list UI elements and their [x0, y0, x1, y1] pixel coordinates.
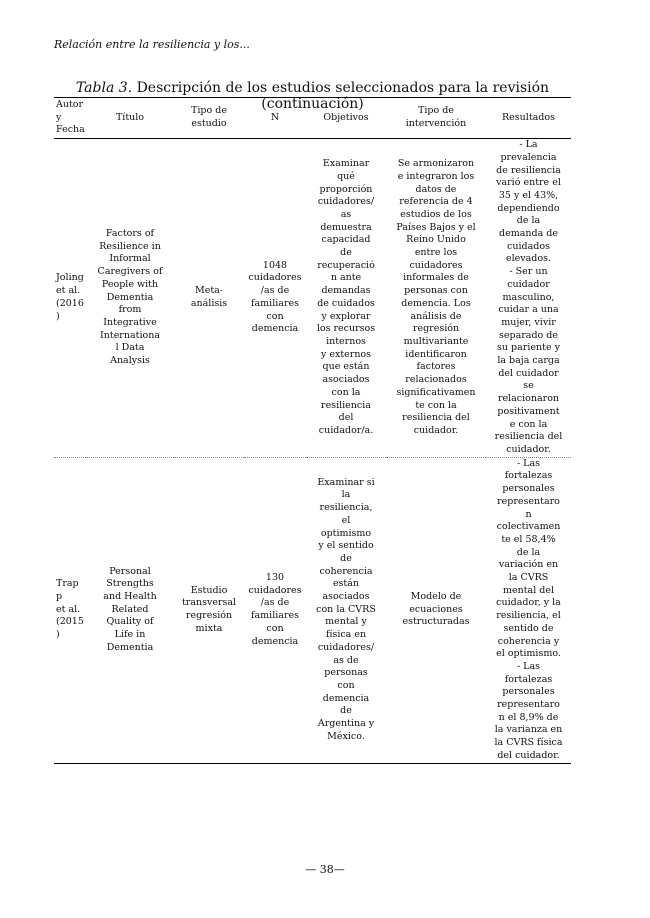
header-autor: Autor y Fecha: [54, 98, 86, 139]
cell-n: 1048 cuidadores /as de familiares con demencia: [244, 139, 306, 458]
cell-autor: Joling et al. (2016): [54, 139, 86, 458]
cell-titulo: Personal Strengths and Health Related Quality of Life in Dementia: [86, 457, 174, 763]
header-tipo-estudio: Tipo de estudio: [174, 98, 244, 139]
table-row: [54, 139, 571, 458]
cell-tipo-intervencion: Modelo de ecuaciones estructuradas: [386, 457, 486, 763]
cell-titulo: Factors of Resilience in Informal Caregivers of People with Dementia from Integrative Internationa l Data Analysis: [86, 139, 174, 458]
header-resultados: Resultados: [486, 98, 571, 139]
studies-table: [54, 97, 571, 764]
header-n: N: [244, 98, 306, 139]
cell-autor: Trapp et al. (2015): [54, 457, 86, 763]
table-row: [54, 457, 571, 763]
running-header: Relación entre la resiliencia y los...: [54, 38, 250, 51]
cell-resultados: - Las fortalezas personales representaro n colectivamen te el 58,4% de la variación en la CVRS mental del cuidador, y la resiliencia, el sentido de coherencia y el optimismo. - Las fortalezas personales representaro n el 8,9% de la varianza en la CVRS física del cuidador.: [486, 457, 571, 763]
table-header-row: [54, 98, 571, 139]
cell-tipo-intervencion: Se armonizaron e integraron los datos de referencia de 4 estudios de los Países Bajos y el Reino Unido entre los cuidadores informales de personas con demencia. Los análisis de regresión multivariante identificaron factores relacionados significativamen te con la resiliencia del cuidador.: [386, 139, 486, 458]
cell-objetivos: Examinar si la resiliencia, el optimismo y el sentido de coherencia están asociados con la CVRS mental y física en cuidadores/ as de personas con demencia de Argentina y México.: [306, 457, 386, 763]
header-objetivos: Objetivos: [306, 98, 386, 139]
cell-resultados: - La prevalencia de resiliencia varió entre el 35 y el 43%, dependiendo de la demanda de cuidados elevados. - Ser un cuidador masculino, cuidar a una mujer, vivir separado de su pariente y la baja carga del cuidador se relacionaron positivament e con la resiliencia del cuidador.: [486, 139, 571, 458]
cell-tipo-estudio: Meta- análisis: [174, 139, 244, 458]
table-caption-label: Tabla 3.: [75, 80, 133, 96]
cell-tipo-estudio: Estudio transversal regresión mixta: [174, 457, 244, 763]
header-tipo-intervencion: Tipo de intervención: [386, 98, 486, 139]
table-caption-text: Descripción de los estudios seleccionados para la revisión (continuación): [132, 80, 550, 112]
page-number: — 38—: [305, 863, 345, 876]
header-titulo: Título: [86, 98, 174, 139]
cell-objetivos: Examinar qué proporción cuidadores/ as demuestra capacidad de recuperació n ante demandas de cuidados y explorar los recursos internos y externos que están asociados con la resiliencia del cuidador/a.: [306, 139, 386, 458]
cell-n: 130 cuidadores /as de familiares con demencia: [244, 457, 306, 763]
